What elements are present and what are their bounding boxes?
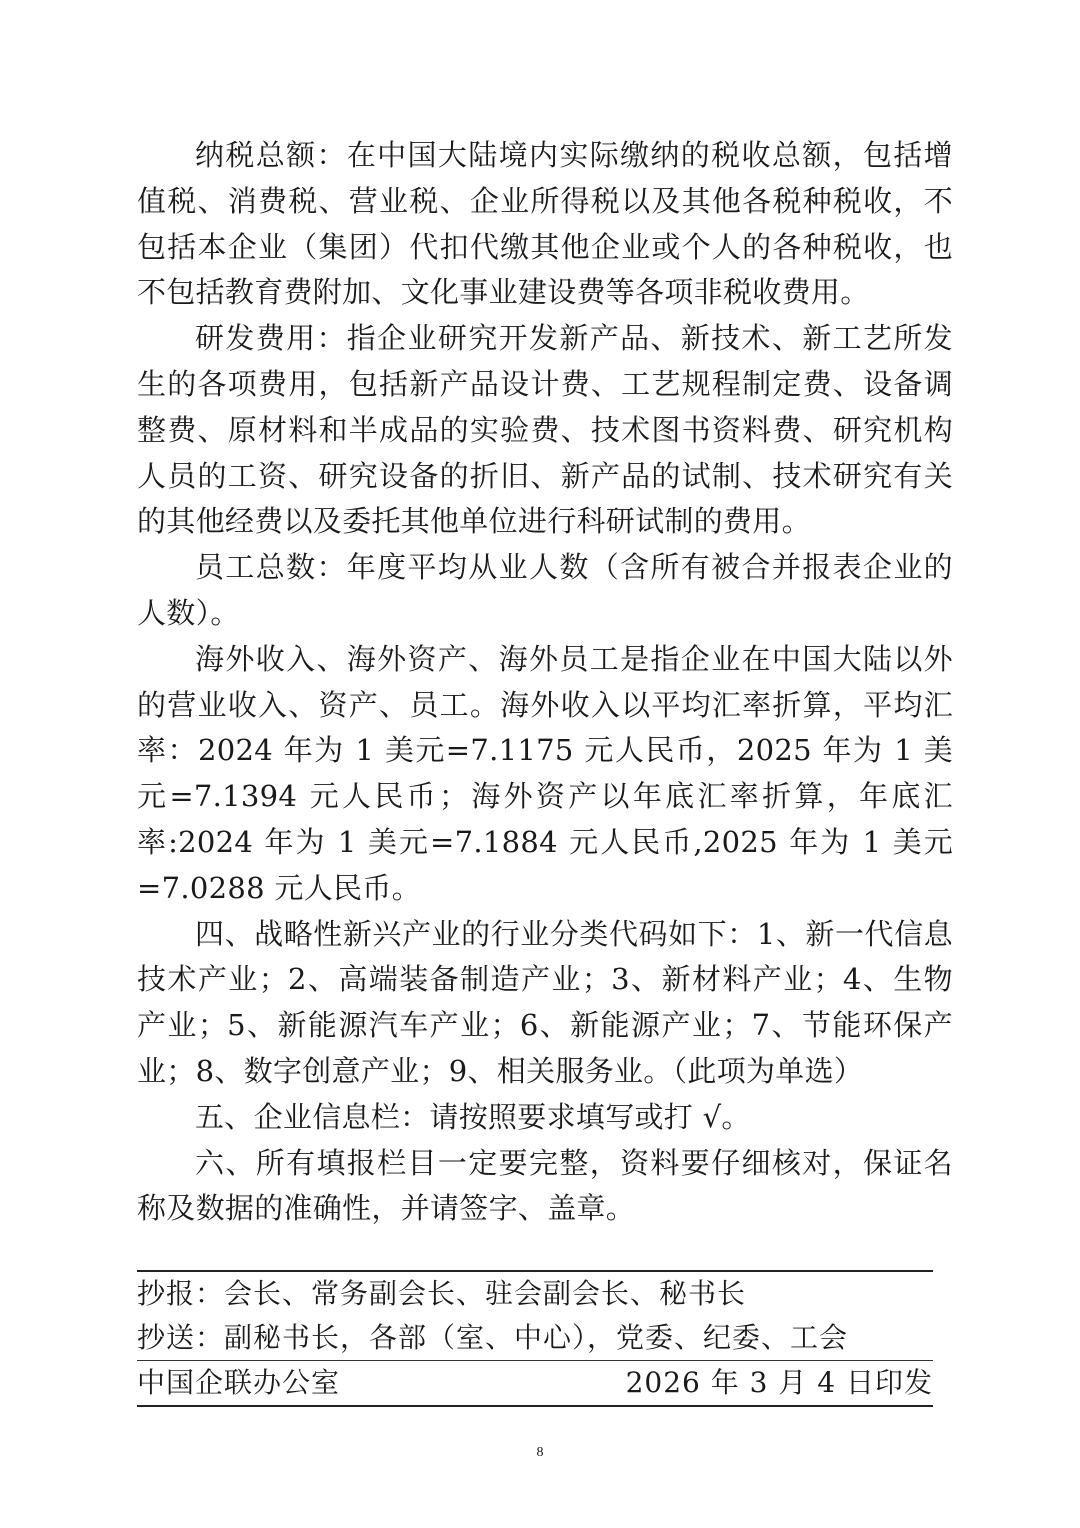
paragraph-industry-codes: 四、战略性新兴产业的行业分类代码如下：1、新一代信息技术产业；2、高端装备制造产业；3、新材料产业；4、生物产业；5、新能源汽车产业；6、新能源产业；7、节能环保产业；8、数字创意产业；9、相关服务业。（此项为单选）	[137, 916, 953, 1088]
paragraph-completeness: 六、所有填报栏目一定要完整，资料要仔细核对，保证名称及数据的准确性，并请签字、盖章。	[137, 1145, 953, 1226]
paragraph-rd-expense: 研发费用：指企业研究开发新产品、新技术、新工艺所发生的各项费用，包括新产品设计费、工艺规程制定费、设备调整费、原材料和半成品的实验费、技术图书资料费、研究机构人员的工资、研究设备的折旧、新产品的试制、技术研究有关的其他经费以及委托其他单位进行科研试制的费用。	[137, 321, 953, 539]
body-text	[137, 133, 953, 1232]
footer-bottom-rule	[137, 1405, 933, 1407]
paragraph-employee-total: 员工总数：年度平均从业人数（含所有被合并报表企业的人数）。	[137, 550, 953, 630]
paragraph-overseas: 海外收入、海外资产、海外员工是指企业在中国大陆以外的营业收入、资产、员工。海外收入以平均汇率折算，平均汇率：2024 年为 1 美元=7.1175 元人民币，2025 年为 1 美元=7.1394 元人民币；海外资产以年底汇率折算，年底汇率:2024 年为 1 美元=7.1884 元人民币,2025 年为 1 美元=7.0288 元人民币。	[137, 641, 953, 905]
paragraph-tax-total: 纳税总额：在中国大陆境内实际缴纳的税收总额，包括增值税、消费税、营业税、企业所得税以及其他各税种税收，不包括本企业（集团）代扣代缴其他企业或个人的各种税收，也不包括教育费附加、文化事业建设费等各项非税收费用。	[137, 138, 953, 310]
document-footer	[137, 1270, 933, 1407]
issue-line	[137, 1361, 933, 1405]
paragraph-company-info: 五、企业信息栏：请按照要求填写或打 √。	[195, 1099, 751, 1134]
page-number: 8	[536, 1445, 544, 1460]
cc-report-line: 抄报：会长、常务副会长、驻会副会长、秘书长	[137, 1277, 747, 1310]
cc-send-line: 抄送：副秘书长，各部（室、中心），党委、纪委、工会	[137, 1321, 849, 1354]
issuer: 中国企联办公室	[137, 1366, 341, 1399]
issue-date: 2026 年 3 月 4 日印发	[625, 1366, 933, 1399]
